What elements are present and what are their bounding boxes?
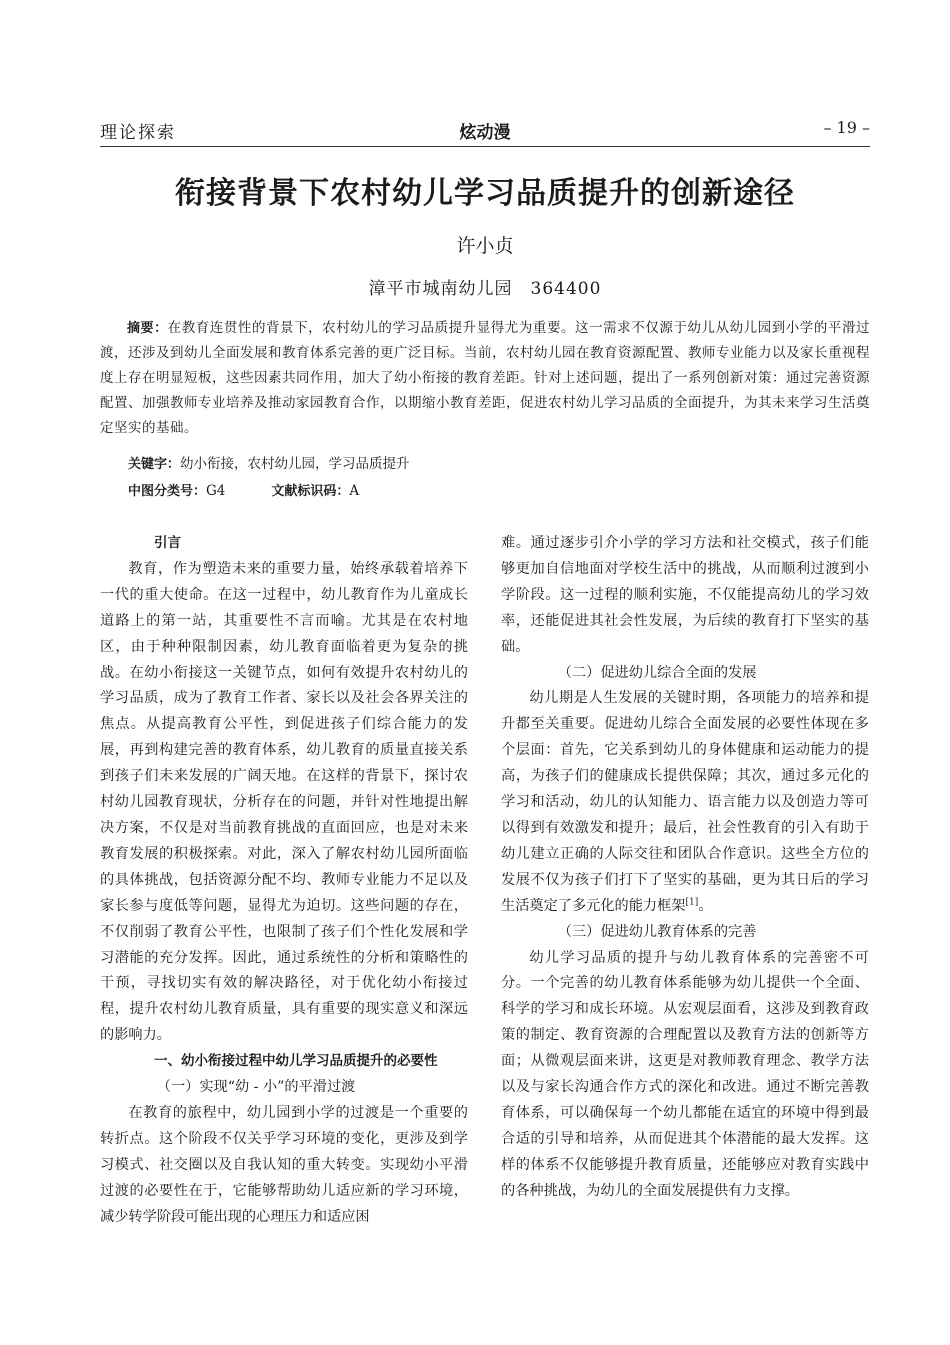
- subsection-1-paragraph: 在教育的旅程中，幼儿园到小学的过渡是一个重要的转折点。这个阶段不仅关乎学习环境的变化，更涉及到学习模式、社交圈以及自我认知的重大转变。实现幼小平滑过渡的必要性在于，它能够帮助幼儿适应新的学习环境，减少转学阶段可能出现的心理压力和适应困: [100, 1104, 468, 1225]
- subsection-3-paragraph: 幼儿学习品质的提升与幼儿教育体系的完善密不可分。一个完善的幼儿教育体系能够为幼儿提供一个全面、科学的学习和成长环境。从宏观层面看，这涉及到教育政策的制定、教育资源的合理配置以及教育方法的创新等方面；从微观层面来讲，这更是对教师教育理念、教学方法以及与家长沟通合作方式的深化和改进。通过不断完善教育体系，可以确保每一个幼儿都能在适宜的环境中得到最合适的引导和培养，从而促进其个体潜能的最大发挥。这样的体系不仅能够提升教育质量，还能够应对教育实践中的各种挑战，为幼儿的全面发展提供有力支撑。: [501, 949, 869, 1199]
- keywords-label: 关键字：: [128, 457, 181, 472]
- journal-name: 炫动漫: [459, 123, 511, 143]
- subsection-2-heading: （二）促进幼儿综合全面的发展: [557, 664, 757, 681]
- doc-code-label: 文献标识码：: [271, 484, 350, 499]
- author-affiliation: 漳平市城南幼儿园 364400: [368, 279, 602, 299]
- running-header: [100, 118, 870, 147]
- classification-line: [100, 480, 870, 499]
- author-name: 许小贞: [456, 235, 514, 257]
- subsection-2-end: 。: [698, 897, 713, 914]
- section-1-heading: 一、幼小衔接过程中幼儿学习品质提升的必要性: [154, 1053, 438, 1070]
- abstract-label: 摘要：: [127, 321, 168, 336]
- subsection-3-heading: （三）促进幼儿教育体系的完善: [557, 923, 757, 940]
- clc-label: 中图分类号：: [128, 484, 207, 499]
- abstract: [100, 316, 870, 441]
- intro-paragraph: 教育，作为塑造未来的重要力量，始终承载着培养下一代的重大使命。在这一过程中，幼儿教育作为儿童成长道路上的第一站，其重要性不言而喻。尤其是在农村地区，由于种种限制因素，幼儿教育面临着更为复杂的挑战。在幼小衔接这一关键节点，如何有效提升农村幼儿的学习品质，成为了教育工作者、家长以及社会各界关注的焦点。从提高教育公平性，到促进孩子们综合能力的发展，再到构建完善的教育体系，幼儿教育的质量直接关系到孩子们未来发展的广阔天地。在这样的背景下，探讨农村幼儿园教育现状，分析存在的问题，并针对性地提出解决方案，不仅是对当前教育挑战的直面回应，也是对未来教育发展的积极探索。对此，深入了解农村幼儿园所面临的具体挑战，包括资源分配不均、教师专业能力不足以及家长参与度低等问题，显得尤为迫切。这些问题的存在，不仅削弱了教育公平性，也限制了孩子们个性化发展和学习潜能的充分发挥。因此，通过系统性的分析和策略性的干预，寻找切实有效的解决路径，对于优化幼小衔接过程，提升农村幼儿教育质量，具有重要的现实意义和深远的影响力。: [100, 560, 468, 1044]
- keywords-text: 幼小衔接，农村幼儿园，学习品质提升: [180, 456, 410, 472]
- section-name: 理论探索: [100, 123, 176, 143]
- subsection-2-paragraph: [501, 686, 869, 919]
- keywords: [100, 452, 870, 472]
- article-title: 衔接背景下农村幼儿学习品质提升的创新途径: [175, 176, 795, 211]
- right-column: [501, 531, 869, 1205]
- page-number: – 19 –: [823, 118, 870, 137]
- intro-heading: 引言: [154, 535, 181, 551]
- subsection-1-heading: （一）实现“幼 - 小”的平滑过渡: [156, 1079, 356, 1096]
- abstract-text: 在教育连贯性的背景下，农村幼儿的学习品质提升显得尤为重要。这一需求不仅源于幼儿从幼儿园到小学的平滑过渡，还涉及到幼儿全面发展和教育体系完善的更广泛目标。当前，农村幼儿园在教育资源配置、教师专业能力以及家长重视程度上存在明显短板，这些因素共同作用，加大了幼小衔接的教育差距。针对上述问题，提出了一系列创新对策：通过完善资源配置、加强教师专业培养及推动家园教育合作，以期缩小教育差距，促进农村幼儿学习品质的全面提升，为其未来学习生活奠定坚实的基础。: [100, 320, 870, 436]
- subsection-1-paragraph-continued: 难。通过逐步引介小学的学习方法和社交模式，孩子们能够更加自信地面对学校生活中的挑战，从而顺利过渡到小学阶段。这一过程的顺利实施，不仅能提高幼儿的学习效率，还能促进其社会性发展，为后续的教育打下坚实的基础。: [501, 535, 869, 655]
- doc-code-value: A: [349, 483, 360, 499]
- citation-reference: [1]: [685, 896, 699, 907]
- left-column: [100, 531, 468, 1230]
- subsection-2-text: 幼儿期是人生发展的关键时期，各项能力的培养和提升都至关重要。促进幼儿综合全面发展的必要性体现在多个层面：首先，它关系到幼儿的身体健康和运动能力的提高，为孩子们的健康成长提供保障；其次，通过多元化的学习和活动，幼儿的认知能力、语言能力以及创造力等可以得到有效激发和提升；最后，社会性教育的引入有助于幼儿建立正确的人际交往和团队合作意识。这些全方位的发展不仅为孩子们打下了坚实的基础，更为其日后的学习生活奠定了多元化的能力框架: [501, 690, 869, 914]
- clc-value: G4: [206, 483, 226, 499]
